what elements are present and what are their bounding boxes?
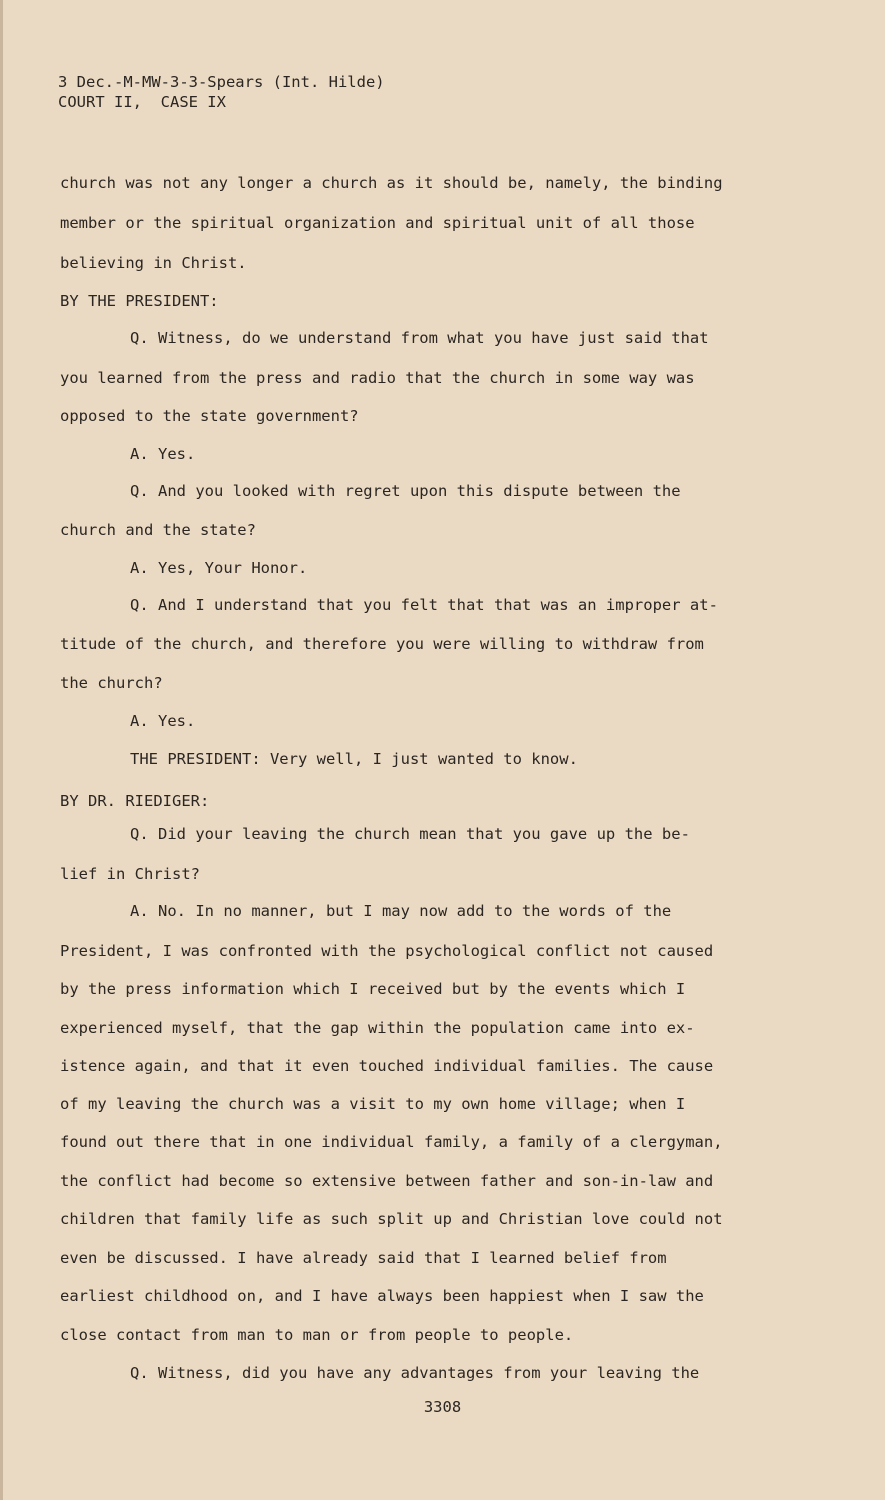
transcript-line: lief in Christ? bbox=[60, 865, 200, 883]
transcript-line: member or the spiritual organization and spiritual unit of all those bbox=[60, 214, 695, 232]
transcript-line: even be discussed. I have already said that I learned belief from bbox=[60, 1249, 667, 1267]
header-line-1: 3 Dec.-M-MW-3-3-Spears (Int. Hilde) bbox=[58, 73, 385, 91]
transcript-line: the conflict had become so extensive between father and son-in-law and bbox=[60, 1172, 714, 1190]
transcript-line: istence again, and that it even touched individual families. The cause bbox=[60, 1057, 714, 1075]
transcript-line: you learned from the press and radio that the church in some way was bbox=[60, 369, 695, 387]
transcript-line: A. Yes. bbox=[130, 445, 196, 463]
transcript-line: experienced myself, that the gap within the population came into ex- bbox=[60, 1019, 695, 1037]
page-header bbox=[58, 72, 385, 112]
transcript-line: President, I was confronted with the psychological conflict not caused bbox=[60, 942, 714, 960]
transcript-line: believing in Christ. bbox=[60, 254, 247, 272]
transcript-line: A. Yes, Your Honor. bbox=[130, 559, 308, 577]
transcript-line: found out there that in one individual family, a family of a clergyman, bbox=[60, 1133, 723, 1151]
transcript-line: BY THE PRESIDENT: bbox=[60, 292, 219, 310]
transcript-line: BY DR. RIEDIGER: bbox=[60, 792, 210, 810]
transcript-line: children that family life as such split up and Christian love could not bbox=[60, 1210, 723, 1228]
transcript-line: Q. Witness, did you have any advantages from your leaving the bbox=[130, 1364, 700, 1382]
transcript-line: Q. And I understand that you felt that that was an improper at- bbox=[130, 596, 718, 614]
transcript-line: of my leaving the church was a visit to my own home village; when I bbox=[60, 1095, 686, 1113]
transcript-line: earliest childhood on, and I have always been happiest when I saw the bbox=[60, 1287, 704, 1305]
transcript-line: church and the state? bbox=[60, 521, 256, 539]
transcript-line: THE PRESIDENT: Very well, I just wanted to know. bbox=[130, 750, 578, 768]
transcript-line: the church? bbox=[60, 674, 163, 692]
page-edge bbox=[0, 0, 3, 1500]
transcript-line: A. No. In no manner, but I may now add to the words of the bbox=[130, 902, 672, 920]
transcript-line: opposed to the state government? bbox=[60, 407, 359, 425]
transcript-line: Q. Witness, do we understand from what you have just said that bbox=[130, 329, 709, 347]
header-line-2: COURT II, CASE IX bbox=[58, 93, 226, 111]
transcript-line: Q. And you looked with regret upon this dispute between the bbox=[130, 482, 681, 500]
page-number: 3308 bbox=[423, 1398, 462, 1416]
transcript-line: A. Yes. bbox=[130, 712, 196, 730]
transcript-line: titude of the church, and therefore you were willing to withdraw from bbox=[60, 635, 704, 653]
transcript-line: by the press information which I received but by the events which I bbox=[60, 980, 686, 998]
transcript-line: close contact from man to man or from people to people. bbox=[60, 1326, 574, 1344]
transcript-line: church was not any longer a church as it should be, namely, the binding bbox=[60, 174, 723, 192]
transcript-line: Q. Did your leaving the church mean that you gave up the be- bbox=[130, 825, 690, 843]
